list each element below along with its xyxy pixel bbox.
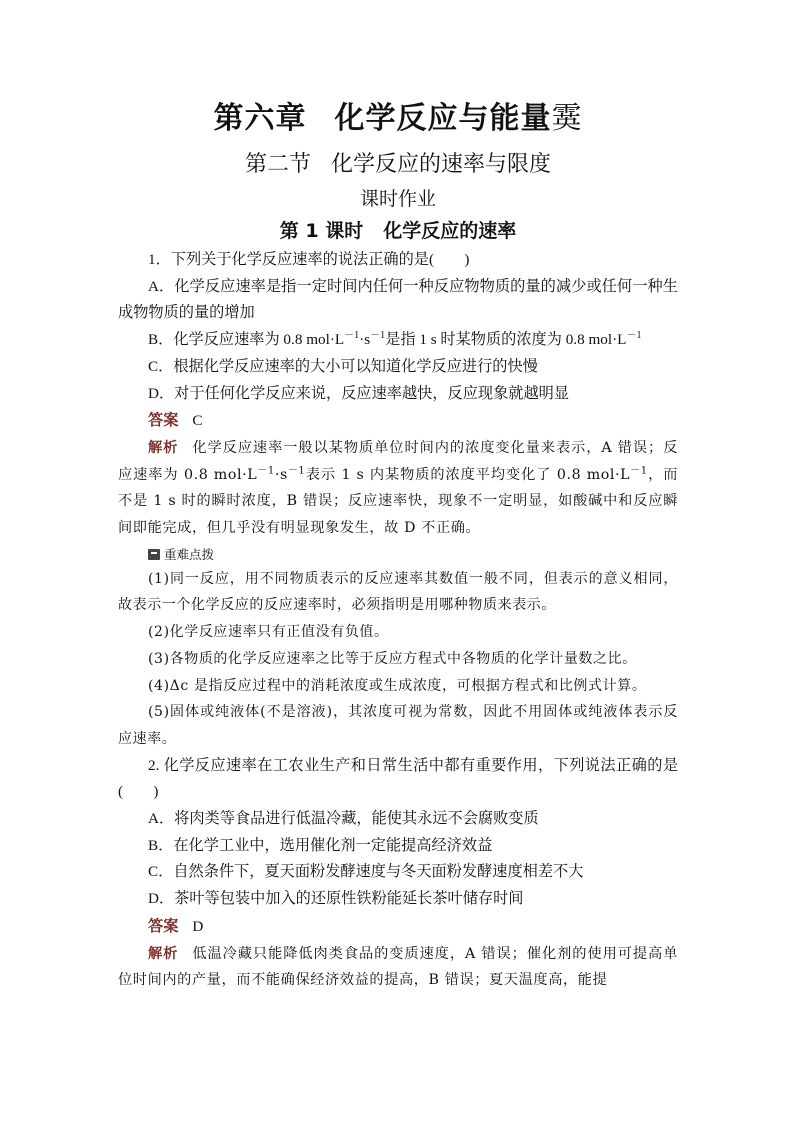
q1-option-d: D．对于任何化学反应来说，反应速率越快，反应现象就越明显 [148,384,570,402]
answer-label: 答案 [148,916,179,935]
chapter-label: 第六章 [213,101,307,136]
note-item: (2)化学反应速率只有正值没有负值。 [148,624,389,641]
q2-answer [118,913,678,941]
lesson-label: 第 1 课时 [279,220,364,242]
q2-option-a: A．将肉类等食品进行低温冷藏，能使其永远不会腐败变质 [148,810,539,828]
lesson-heading [118,215,678,247]
note-item: (3)各物质的化学反应速率之比等于反应方程式中各物质的化学计量数之比。 [148,650,637,667]
subtitle: 课时作业 [359,188,436,210]
q2-option-c: C．自然条件下，夏天面粉发酵速度与冬天面粉发酵速度相差不大 [148,863,584,881]
q2-option-b: B．在化学工业中，选用催化剂一定能提高经济效益 [148,836,493,854]
section-title: 化学反应的速率与限度 [331,152,552,177]
note-icon [148,549,160,560]
note-heading: 重难点拨 [118,544,678,566]
chapter-heading [118,95,678,143]
q1-answer [118,407,678,435]
q1-option-b: B．化学反应速率为 0.8 $mol\cdot L^{-1}\cdot s^{-1}$是指 1 s 时某物质的浓度为 0.8 $mol\cdot L^{-1}$ [148,330,642,349]
lesson-title: 化学反应的速率 [383,220,517,242]
q1-stem: 1．下列关于化学反应速率的说法正确的是( ) [148,251,470,268]
q1-option-a: A．化学反应速率是指一定时间内任何一种反应物物质的量的减少或任何一种生成物物质的量的增加 [118,277,678,322]
section-label: 第二节 [244,152,311,177]
explanation-label: 解析 [148,945,179,962]
explanation-label: 解析 [148,439,179,456]
q1-explanation: 解析 化学反应速率一般以某物质单位时间内的浓度变化量来表示，A 错误；反应速率为 0.8 $mol\cdot L^{-1}\cdot s^{-1}$表示 1 s 内某物质的浓度平均变化了 0.8 $mol\cdot L^{-1}$，而不是 1 s 时的瞬时浓度，B 错误；反应速率快，现象不一定明显，如酸碱中和反应瞬间即能完成，但几乎没有明显现象发生，故 D 不正确。 [118,439,678,537]
q2-option-d: D．茶叶等包装中加入的还原性铁粉能延长茶叶储存时间 [148,890,524,908]
page-content [118,95,678,994]
q1-option-c: C．根据化学反应速率的大小可以知道化学反应进行的快慢 [148,357,538,375]
answer-value: D [192,917,204,935]
q2-stem: 2. 化学反应速率在工农业生产和日常生活中都有重要作用，下列说法正确的是( ) [118,756,678,801]
note-item: (1)同一反应，用不同物质表示的反应速率其数值一般不同，但表示的意义相同，故表示一个化学反应的反应速率时，必须指明是用哪种物质来表示。 [118,570,678,614]
chapter-title: 化学反应与能量 [334,101,552,136]
note-item: (4)Δc 是指反应过程中的消耗浓度或生成浓度，可根据方程式和比例式计算。 [148,677,647,694]
section-heading [118,147,678,183]
q2-explanation: 解析 低温冷藏只能降低肉类食品的变质速度，A 错误；催化剂的使用可提高单位时间内的产量，而不能确保经济效益的提高，B 错误；夏天温度高，能提 [118,945,678,989]
answer-label: 答案 [148,411,179,430]
answer-value: C [192,412,203,430]
chapter-char: 霙 [551,101,583,136]
note-item: (5)固体或纯液体(不是溶液)，其浓度可视为常数，因此不用固体或纯液体表示反应速率。 [118,704,678,747]
